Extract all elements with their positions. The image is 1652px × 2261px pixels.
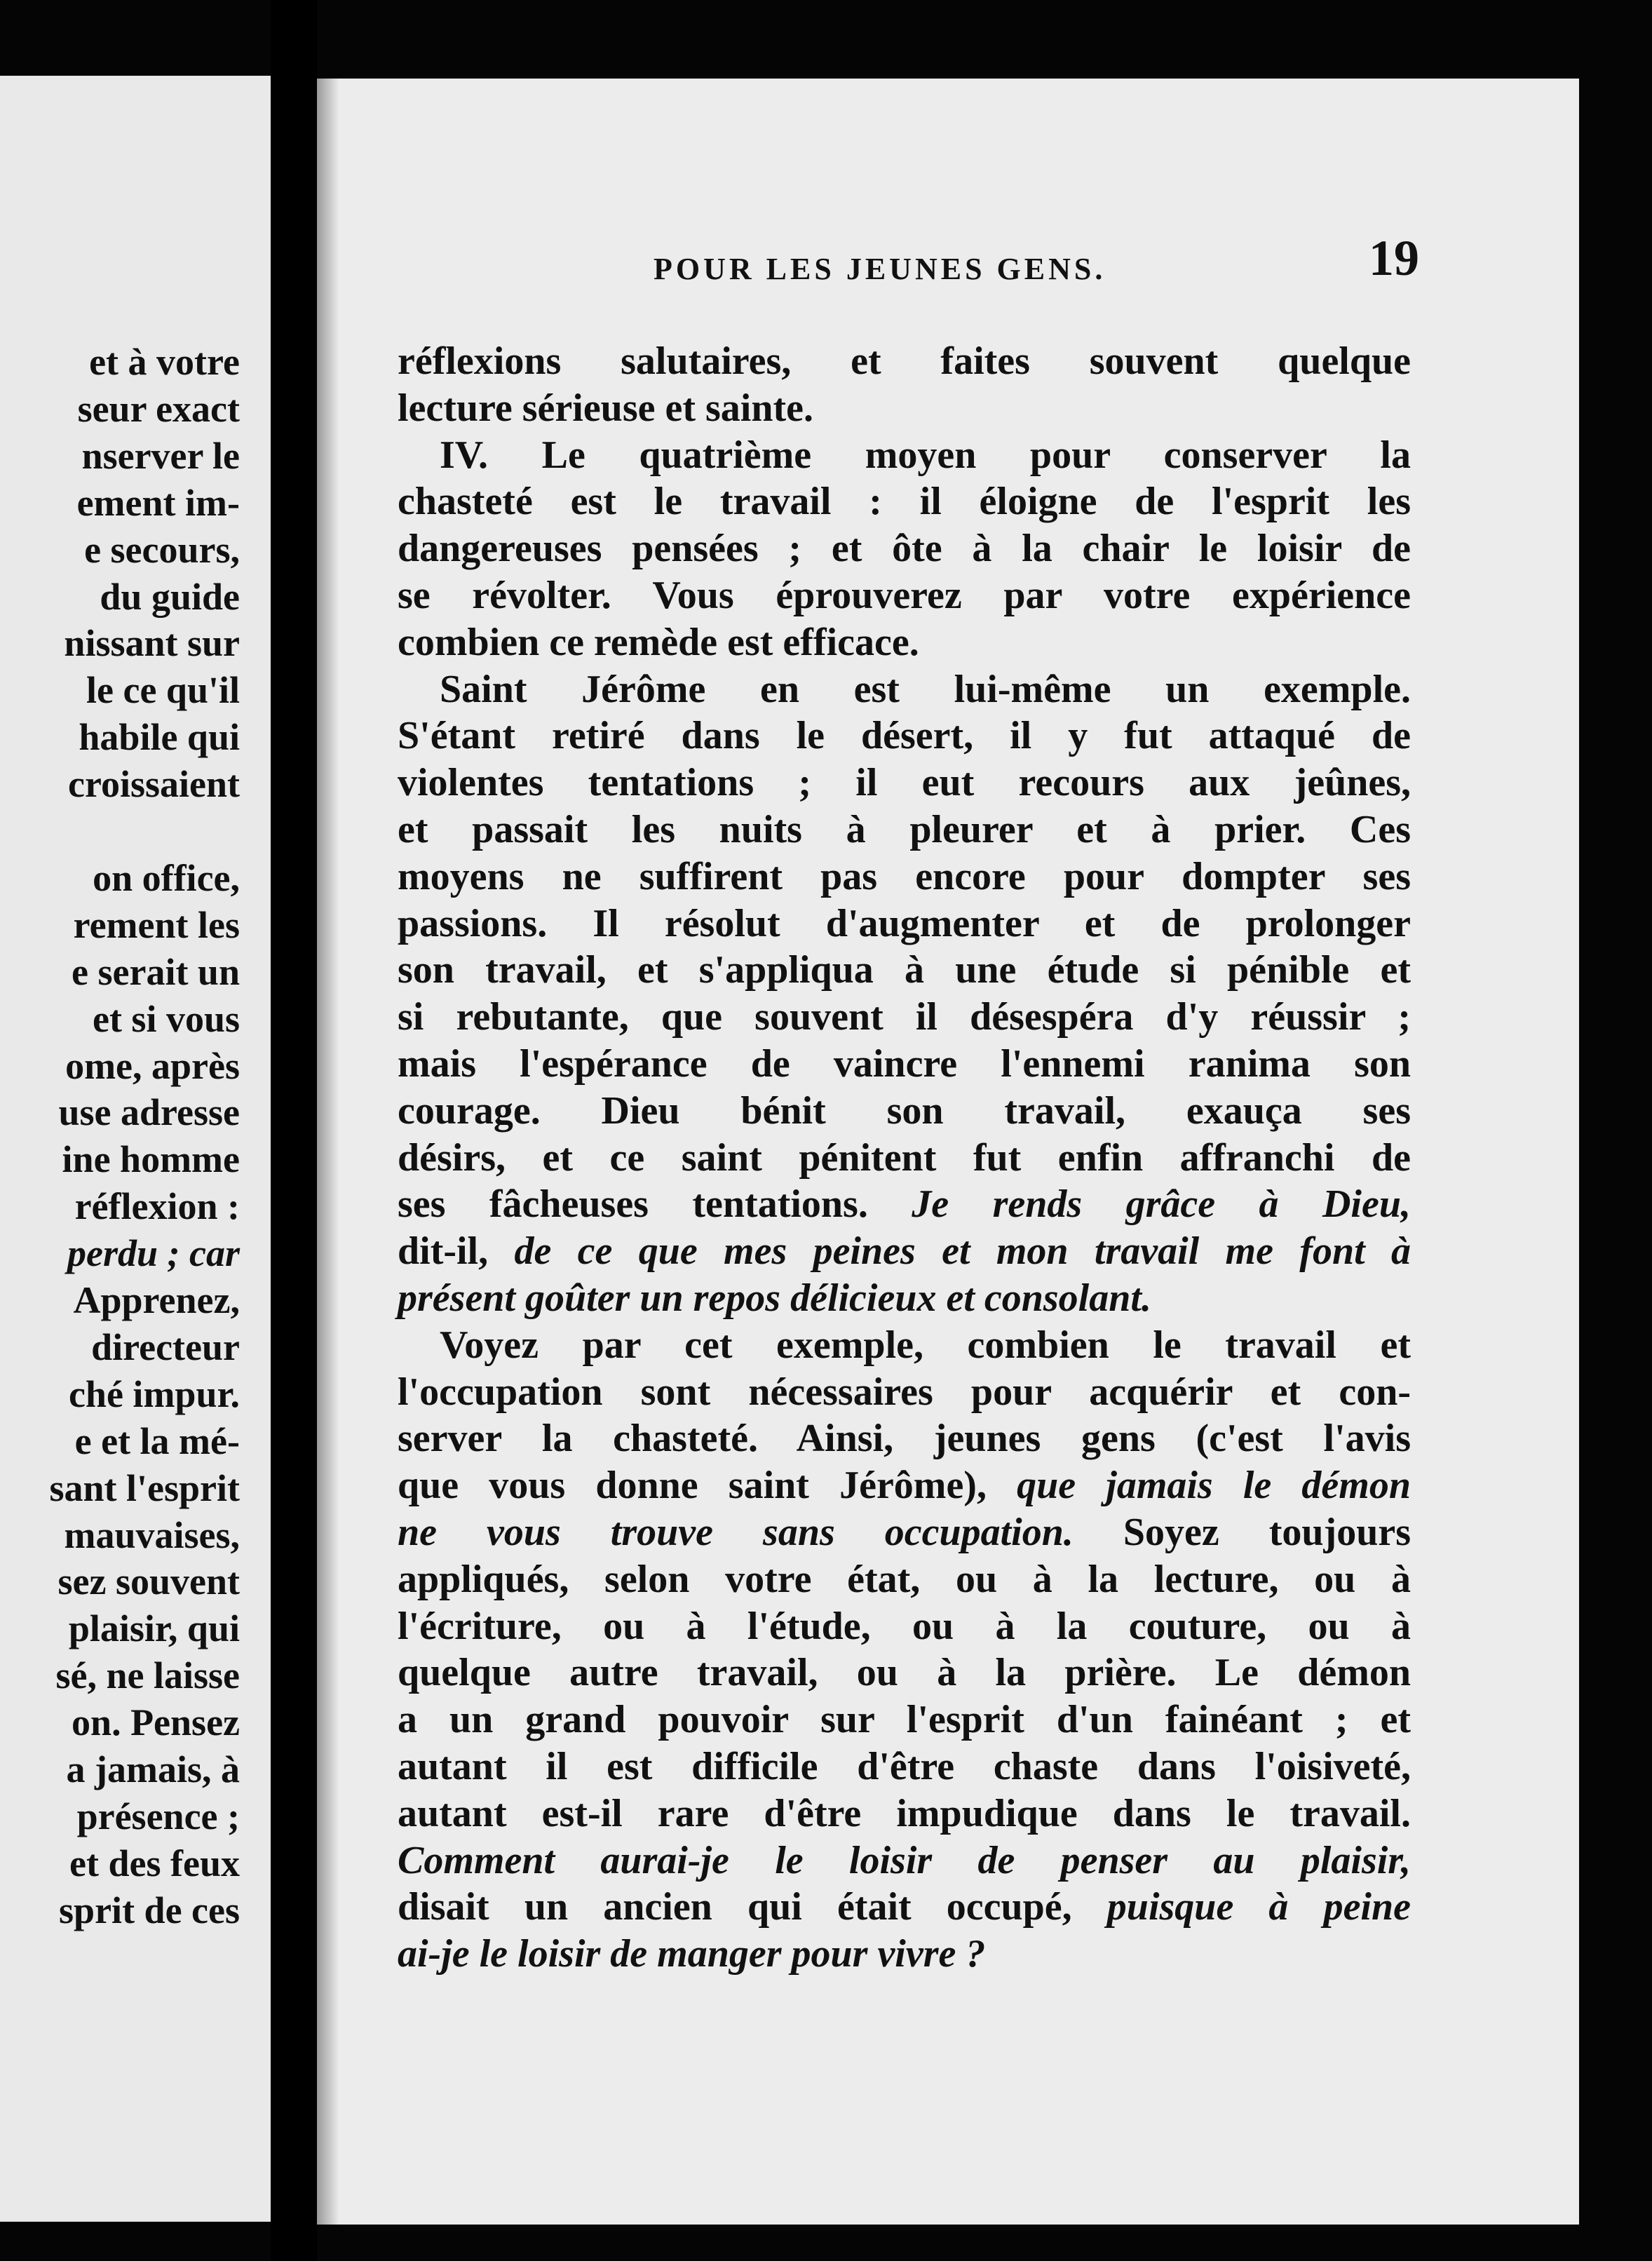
text-line [398, 1228, 1411, 1274]
text-line [398, 1041, 1411, 1087]
text-line [398, 1931, 1411, 1977]
text-line [398, 1181, 1411, 1227]
text-line [398, 806, 1411, 853]
left-page-line: habile qui [79, 716, 240, 759]
italic-segment: présent goûter un repos délicieux et consolant. [398, 1276, 1151, 1320]
text-line [440, 1322, 1411, 1368]
text-line [398, 338, 1411, 384]
text-segment: que vous donne saint Jérôme), [398, 1464, 1017, 1508]
text-line [398, 1088, 1411, 1134]
text-line [398, 1556, 1411, 1602]
text-segment: ses fâcheuses tentations. [398, 1182, 912, 1227]
text-segment: quelque autre travail, ou à la prière. Le démon [398, 1651, 1411, 1695]
italic-segment: de ce que mes peines et mon travail me font à [514, 1229, 1411, 1274]
text-segment: S'étant retiré dans le désert, il y fut attaqué de [398, 714, 1411, 758]
left-page-line: sprit de ces [59, 1889, 240, 1931]
text-line [398, 525, 1411, 572]
left-page-line: nserver le [81, 434, 240, 477]
left-page-line: Apprenez, [73, 1279, 240, 1321]
text-segment: violentes tentations ; il eut recours aux jeûnes, [398, 761, 1411, 805]
left-page-line: mauvaises, [64, 1513, 240, 1556]
text-segment: chasteté est le travail : il éloigne de l'esprit les [398, 480, 1411, 524]
left-page-line: croissaient [68, 763, 240, 806]
left-page-line: réflexion : [74, 1185, 240, 1228]
text-segment: réflexions salutaires, et faites souvent quelque [398, 339, 1411, 383]
text-segment: Saint Jérôme en est lui-même un exemple. [440, 667, 1411, 711]
text-segment: désirs, et ce saint pénitent fut enfin affranchi de [398, 1135, 1411, 1180]
text-line [398, 1509, 1411, 1555]
italic-segment: Comment aurai-je le loisir de penser au plaisir, [398, 1838, 1411, 1882]
left-page-line: e serait un [72, 950, 240, 993]
text-line [440, 666, 1411, 713]
book-gutter [271, 0, 317, 2261]
text-segment: se révolter. Vous éprouverez par votre expérience [398, 574, 1411, 617]
text-line [398, 853, 1411, 900]
text-segment: l'occupation sont nécessaires pour acquérir et con- [398, 1370, 1411, 1414]
text-line [398, 1275, 1411, 1321]
text-segment: passions. Il résolut d'augmenter et de prolonger [398, 901, 1411, 945]
text-segment: disait un ancien qui était occupé, [398, 1885, 1107, 1929]
left-page-line: ine homme [62, 1138, 240, 1181]
italic-segment: ne vous trouve sans occupation. [398, 1511, 1074, 1554]
text-line [398, 1603, 1411, 1649]
left-page-line: le ce qu'il [86, 669, 240, 712]
text-line [398, 1743, 1411, 1790]
left-page-line: use adresse [58, 1091, 240, 1134]
text-line [398, 1135, 1411, 1181]
text-line [398, 1369, 1411, 1415]
text-segment: courage. Dieu bénit son travail, exauça ses [398, 1088, 1411, 1133]
italic-segment: Je rends grâce à Dieu, [912, 1182, 1411, 1227]
left-page-line: sez souvent [57, 1560, 240, 1603]
text-segment: moyens ne suffirent pas encore pour dompter ses [398, 854, 1411, 898]
text-line [398, 478, 1411, 525]
text-segment: l'écriture, ou à l'étude, ou à la couture, ou à [398, 1604, 1411, 1648]
text-segment: si rebutante, que souvent il désespéra d'y réussir ; [398, 995, 1411, 1039]
italic-segment: ai-je le loisir de manger pour vivre ? [398, 1932, 986, 1976]
text-segment: son travail, et s'appliqua à une étude si pénible et [398, 948, 1411, 992]
page-number: 19 [1369, 230, 1419, 286]
text-segment: IV. Le quatrième moyen pour conserver la [440, 433, 1411, 477]
italic-segment: que jamais le démon [1017, 1464, 1411, 1508]
text-line [398, 900, 1411, 947]
italic-segment: puisque à peine [1106, 1885, 1411, 1929]
left-page-line: présence ; [76, 1795, 240, 1837]
text-segment: autant est-il rare d'être impudique dans le travail. [398, 1791, 1411, 1835]
left-page-line: plaisir, qui [68, 1607, 240, 1650]
left-page-line: seur exact [77, 387, 240, 430]
left-page-line: on. Pensez [72, 1701, 240, 1744]
left-page-line: on office, [93, 856, 240, 899]
left-page-line: et si vous [92, 997, 240, 1040]
text-segment: appliqués, selon votre état, ou à la lecture, ou à [398, 1557, 1411, 1601]
text-line [398, 572, 1411, 619]
left-page [0, 76, 271, 2222]
left-page-line: e secours, [84, 528, 240, 571]
text-line [398, 947, 1411, 993]
text-line [398, 1837, 1411, 1884]
text-line [398, 619, 1411, 666]
text-line [398, 1415, 1411, 1462]
left-page-line: et des feux [69, 1842, 240, 1884]
left-page-line: a jamais, à [66, 1748, 240, 1790]
left-page-line: sant l'esprit [49, 1466, 240, 1509]
text-segment: et passait les nuits à pleurer et à prier. Ces [398, 808, 1411, 851]
text-segment: dit-il, [398, 1229, 515, 1274]
text-line [398, 1649, 1411, 1696]
text-segment: combien ce remède est efficace. [398, 620, 919, 664]
right-page [317, 79, 1579, 2225]
running-title: POUR LES JEUNES GENS. [654, 252, 1106, 286]
text-line [398, 713, 1411, 759]
text-segment: Voyez par cet exemple, combien le travail et [440, 1323, 1411, 1367]
left-page-line: rement les [73, 903, 240, 946]
text-line [440, 432, 1411, 478]
left-page-line: directeur [91, 1325, 240, 1368]
left-page-line: sé, ne laisse [55, 1654, 240, 1697]
page-shadow [317, 79, 339, 2225]
left-page-line: du guide [100, 575, 240, 618]
text-segment: autant il est difficile d'être chaste dans l'oisiveté, [398, 1745, 1411, 1788]
text-segment: dangereuses pensées ; et ôte à la chair le loisir de [398, 527, 1411, 571]
text-segment: server la chasteté. Ainsi, jeunes gens (c'est l'avis [398, 1417, 1411, 1461]
text-segment: a un grand pouvoir sur l'esprit d'un fainéant ; et [398, 1698, 1411, 1742]
text-line [398, 760, 1411, 806]
text-line [398, 1884, 1411, 1930]
left-page-line: ché impur. [68, 1372, 240, 1415]
left-page-line: et à votre [89, 341, 240, 383]
text-line [398, 994, 1411, 1040]
left-page-line: e et la mé- [74, 1419, 240, 1462]
left-page-line: perdu ; car [67, 1232, 240, 1275]
text-line [398, 1790, 1411, 1837]
text-segment: mais l'espérance de vaincre l'ennemi ranima son [398, 1042, 1411, 1086]
left-page-line: ement im- [76, 481, 240, 524]
left-page-line: nissant sur [64, 622, 240, 665]
text-segment: Soyez toujours [1073, 1511, 1411, 1554]
left-page-line: ome, après [65, 1044, 240, 1087]
text-segment: lecture sérieuse et sainte. [398, 386, 813, 430]
text-line [398, 385, 1411, 431]
text-line [398, 1462, 1411, 1509]
text-line [398, 1696, 1411, 1743]
